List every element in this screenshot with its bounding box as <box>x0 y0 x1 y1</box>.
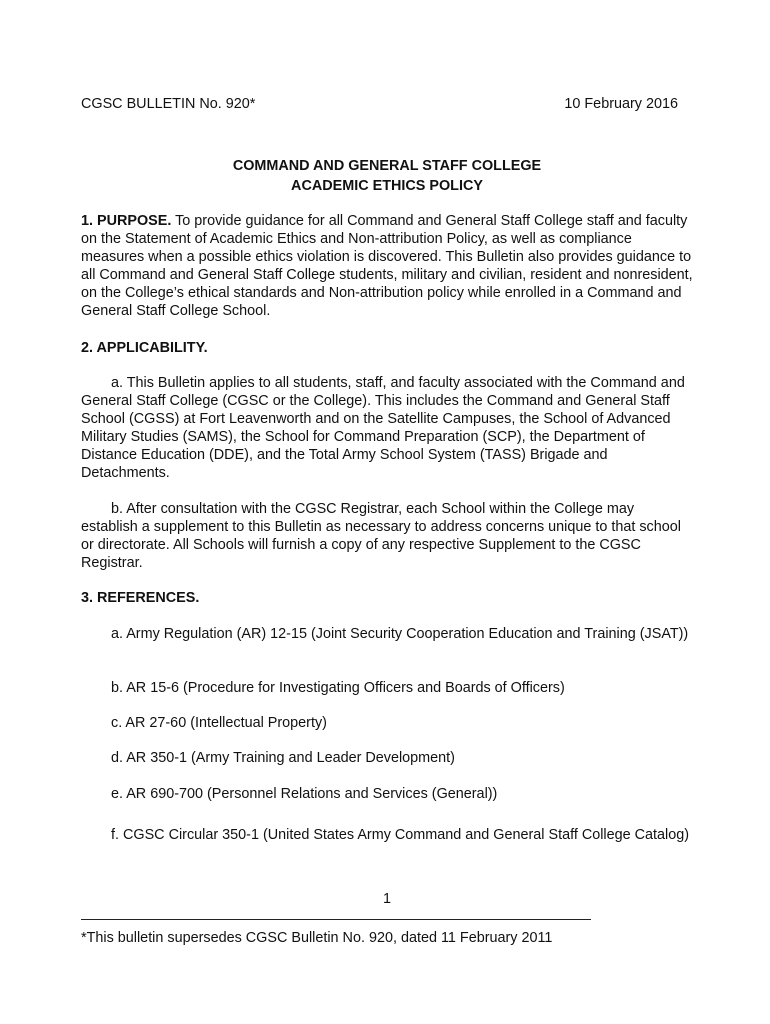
references-heading: 3. REFERENCES. <box>81 590 200 606</box>
purpose-text: To provide guidance for all Command and General Staff College staff and faculty on the Statement of Academic Ethics and Non-attribution Policy, as well as compliance measures when a possible ethics violation is discovered. This Bulletin also provides guidance to all Command and General Staff College students, military and civilian, resident and nonresident, on the College’s ethical standards and Non-attribution policy while enrolled in a Command and General Staff College School. <box>81 213 693 319</box>
reference-item: b. AR 15-6 (Procedure for Investigating Officers and Boards of Officers) <box>111 680 565 696</box>
applicability-para-a <box>81 374 693 482</box>
document-title <box>81 156 693 196</box>
reference-item: a. Army Regulation (AR) 12-15 (Joint Security Cooperation Education and Training (JSAT)) <box>111 626 689 642</box>
purpose-heading: 1. PURPOSE. <box>81 213 172 229</box>
applicability-para-a-text: a. This Bulletin applies to all students, staff, and faculty associated with the Command and General Staff College (CGSC or the College). This includes the Command and General Staff School (CGSS) at Fort Leavenworth and on the Satellite Campuses, the School of Advanced Military Studies (SAMS), the School for Command Preparation (SCP), the Department of Distance Education (DDE), and the Total Army School System (TASS) Brigade and Detachments. <box>81 375 685 481</box>
bulletin-number: CGSC BULLETIN No. 920* <box>81 96 256 112</box>
reference-item: c. AR 27-60 (Intellectual Property) <box>111 715 327 731</box>
reference-item: d. AR 350-1 (Army Training and Leader Development) <box>111 750 455 766</box>
applicability-para-b-text: b. After consultation with the CGSC Registrar, each School within the College may establish a supplement to this Bulletin as necessary to address concerns unique to that school or directorate. All Schools will furnish a copy of any respective Supplement to the CGSC Registrar. <box>81 501 681 571</box>
applicability-heading: 2. APPLICABILITY. <box>81 340 208 356</box>
footnote: *This bulletin supersedes CGSC Bulletin No. 920, dated 11 February 2011 <box>81 930 553 946</box>
document-header <box>81 95 678 113</box>
title-line-2: ACADEMIC ETHICS POLICY <box>291 178 483 194</box>
page-number: 1 <box>382 891 391 907</box>
section-purpose <box>81 212 693 320</box>
footnote-divider <box>81 919 591 920</box>
reference-item: e. AR 690-700 (Personnel Relations and Services (General)) <box>111 786 498 802</box>
title-line-1: COMMAND AND GENERAL STAFF COLLEGE <box>232 158 542 174</box>
bulletin-date: 10 February 2016 <box>564 96 678 112</box>
reference-item: f. CGSC Circular 350-1 (United States Army Command and General Staff College Catalog) <box>111 827 690 843</box>
applicability-para-b <box>81 500 693 572</box>
